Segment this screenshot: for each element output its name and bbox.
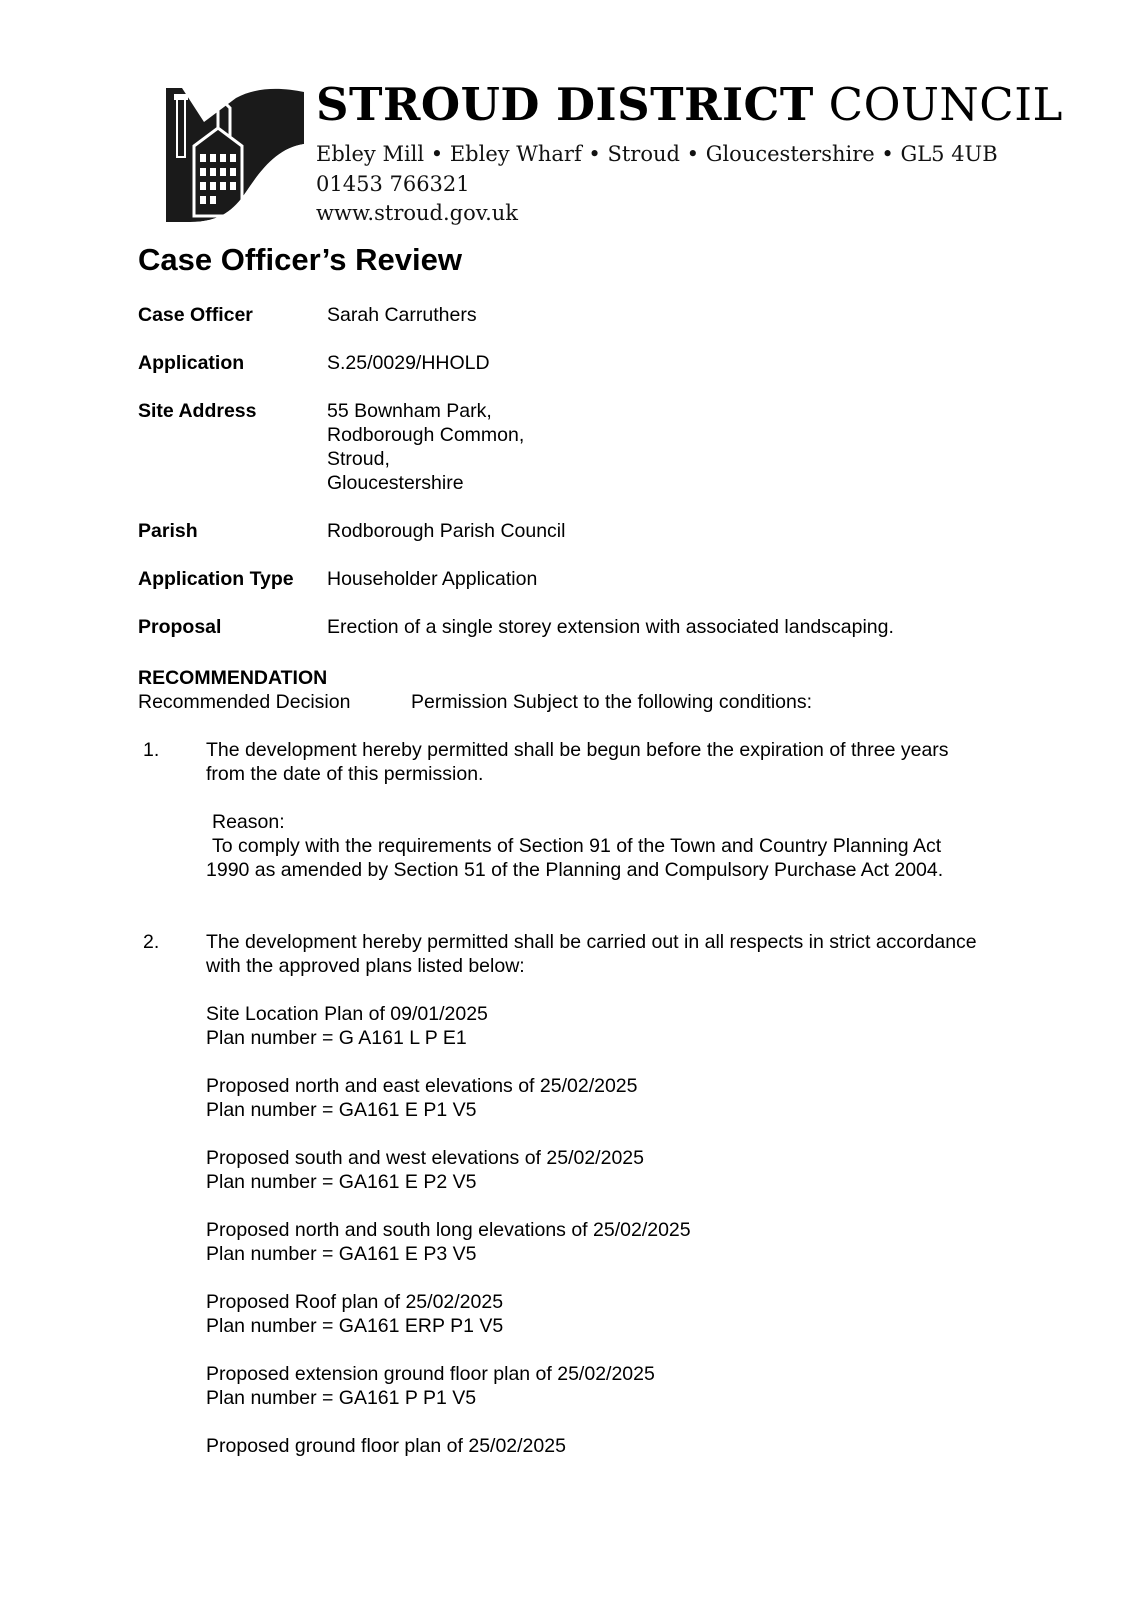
site-address-line: 55 Bownham Park, [327,400,492,422]
organisation-phone: 01453 766321 [316,172,470,196]
recommended-decision-value: Permission Subject to the following conditions: [411,691,813,713]
site-address-line: Gloucestershire [327,472,464,494]
application-type-label: Application Type [138,568,294,590]
proposal-label: Proposal [138,616,222,638]
plan-item [206,1002,488,1050]
site-address-line: Rodborough Common, [327,424,525,446]
recommendation-heading: RECOMMENDATION [138,667,328,689]
organisation-website: www.stroud.gov.uk [316,201,519,225]
plan-item [206,1362,655,1410]
organisation-name [316,78,1063,131]
stroud-council-logo-icon [166,88,304,222]
plan-title: Proposed Roof plan of 25/02/2025 [206,1291,504,1313]
condition-number: 1. [143,739,160,761]
plan-number: Plan number = GA161 P P1 V5 [206,1387,477,1409]
application-label: Application [138,352,245,374]
condition-text: The development hereby permitted shall be begun before the expiration of three years from the date of this permission. [206,739,949,785]
plan-title: Proposed ground floor plan of 25/02/2025 [206,1435,566,1457]
plan-number: Plan number = GA161 E P2 V5 [206,1171,477,1193]
letterhead [166,78,1063,228]
plan-item [206,1146,644,1194]
condition-text: The development hereby permitted shall be carried out in all respects in strict accordance with the approved plans listed below: [206,931,977,977]
site-address-value [327,399,524,495]
plan-title: Proposed north and south long elevations of 25/02/2025 [206,1219,691,1241]
plan-number: Plan number = GA161 E P1 V5 [206,1099,477,1121]
page-title: Case Officer’s Review [138,242,462,277]
reason-label: Reason: [212,811,285,833]
plan-item [206,1218,691,1266]
case-officer-value: Sarah Carruthers [327,304,477,326]
parish-value: Rodborough Parish Council [327,520,566,542]
plan-title: Site Location Plan of 09/01/2025 [206,1003,488,1025]
case-officer-label: Case Officer [138,304,253,326]
plan-number: Plan number = GA161 ERP P1 V5 [206,1315,504,1337]
plan-item [206,1434,566,1458]
application-type-value: Householder Application [327,568,538,590]
org-name-bold: STROUD DISTRICT [316,78,814,131]
site-address-line: Stroud, [327,448,390,470]
proposal-value: Erection of a single storey extension with associated landscaping. [327,616,894,638]
plan-number: Plan number = G A161 L P E1 [206,1027,467,1049]
organisation-address: Ebley Mill • Ebley Wharf • Stroud • Gloucestershire • GL5 4UB [316,142,998,166]
site-address-label: Site Address [138,400,257,422]
plan-item [206,1074,638,1122]
plan-title: Proposed north and east elevations of 25/02/2025 [206,1075,638,1097]
plan-title: Proposed south and west elevations of 25/02/2025 [206,1147,644,1169]
reason-text: To comply with the requirements of Section 91 of the Town and Country Planning Act 1990 as amended by Section 51 of the Planning and Compulsory Purchase Act 2004. [206,835,944,881]
recommended-decision-label: Recommended Decision [138,691,351,713]
parish-label: Parish [138,520,198,542]
org-name-light: COUNCIL [828,78,1063,131]
application-value: S.25/0029/HHOLD [327,352,490,374]
condition-number: 2. [143,931,160,953]
plan-number: Plan number = GA161 E P3 V5 [206,1243,477,1265]
plan-title: Proposed extension ground floor plan of 25/02/2025 [206,1363,655,1385]
plan-item [206,1290,503,1338]
